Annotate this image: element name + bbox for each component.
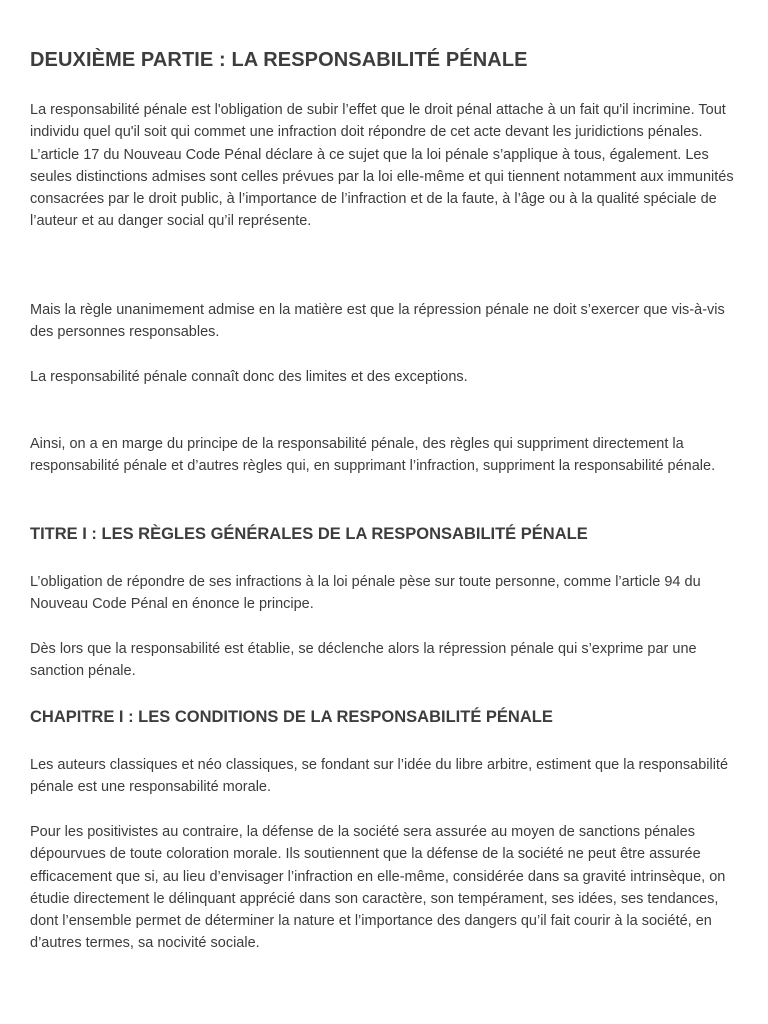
title-paragraph-2: Dès lors que la responsabilité est établie, se déclenche alors la répression pénale qui s’exprime par une sanction pénale.: [30, 641, 697, 680]
intro-paragraph-4: Ainsi, on a en marge du principe de la responsabilité pénale, des règles qui suppriment directement la responsabilité pénale et d’autres règles qui, en supprimant l’infraction, suppriment la responsabilité pénale.: [30, 436, 716, 475]
intro-paragraph-1: La responsabilité pénale est l'obligation de subir l’effet que le droit pénal attache à un fait qu'il incrimine. Tout individu quel qu'il soit qui commet une infraction doit répondre de cet acte devant les juridictions pénales. L’article 17 du Nouveau Code Pénal déclare à ce sujet que la loi pénale s’applique à tous, également. Les seules distinctions admises sont celles prévues par la loi elle-même et qui tiennent notamment aux immunités consacrées par le droit public, à l’importance de l’infraction et de la faute, à l’âge ou à la qualité spéciale de l’auteur et au danger social qu’il représente.: [30, 102, 734, 230]
part-title: DEUXIÈME PARTIE : LA RESPONSABILITÉ PÉNALE: [30, 49, 528, 71]
chapter-paragraph-2: Pour les positivistes au contraire, la défense de la société sera assurée au moyen de sanctions pénales dépourvues de toute coloration morale. Ils soutiennent que la défense de la société ne peut être assurée efficacement que si, au lieu d’envisager l’infraction en elle-même, considérée dans sa gravité intrinsèque, on étudie directement le délinquant apprécié dans son caractère, son tempérament, ses idées, ses tendances, dont l’ensemble permet de déterminer la nature et l’importance des dangers qu’il fait courir à la société, en d’autres termes, sa nocivité sociale.: [30, 824, 726, 952]
intro-paragraph-2: Mais la règle unanimement admise en la matière est que la répression pénale ne doit s’exercer que vis-à-vis des personnes responsables.: [30, 302, 725, 341]
intro-paragraph-3: La responsabilité pénale connaît donc des limites et des exceptions.: [30, 369, 468, 385]
title-paragraph-1: L’obligation de répondre de ses infractions à la loi pénale pèse sur toute personne, comme l’article 94 du Nouveau Code Pénal en énonce le principe.: [30, 574, 701, 613]
chapter-paragraph-1: Les auteurs classiques et néo classiques, se fondant sur l’idée du libre arbitre, estiment que la responsabilité pénale est une responsabilité morale.: [30, 757, 729, 796]
title-heading: TITRE I : LES RÈGLES GÉNÉRALES DE LA RESPONSABILITÉ PÉNALE: [30, 525, 588, 543]
chapter-heading: CHAPITRE I : LES CONDITIONS DE LA RESPONSABILITÉ PÉNALE: [30, 708, 553, 726]
